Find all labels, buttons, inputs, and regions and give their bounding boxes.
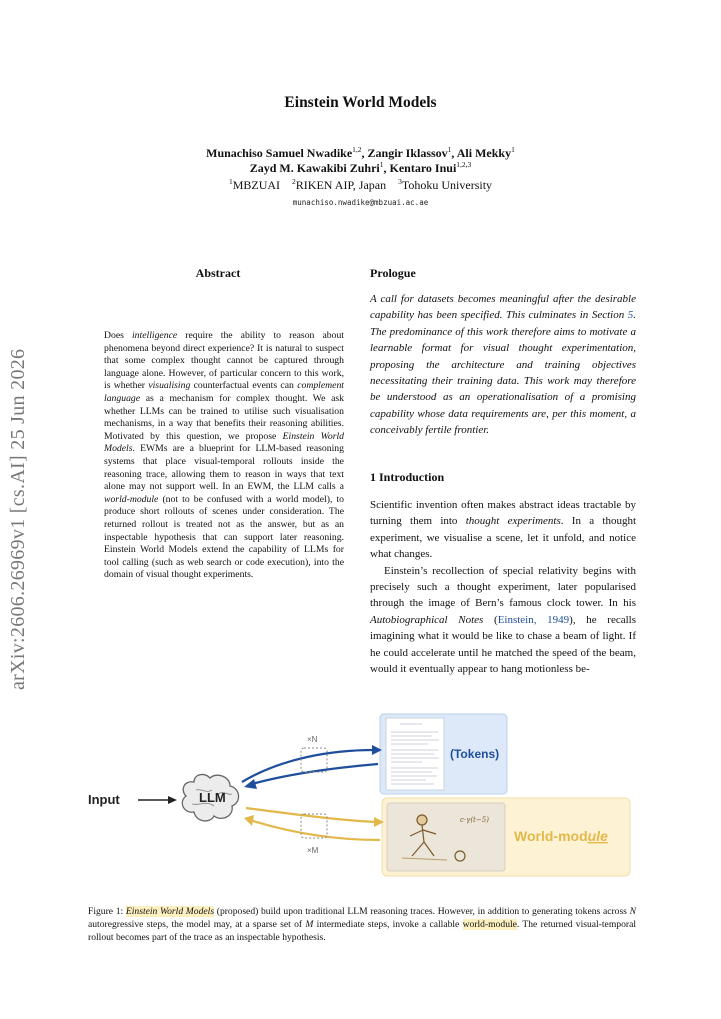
affiliation: RIKEN AIP, Japan [295, 178, 387, 192]
world-module-label-emph: ule [587, 828, 608, 844]
author-name: Munachiso Samuel Nwadike [206, 146, 353, 160]
author-affil-marker: 1,2 [352, 145, 362, 154]
caption-highlight: Einstein World Models [125, 906, 215, 917]
figure-1-diagram [82, 710, 642, 900]
arxiv-identifier-stamp: arXiv:2606.26969v1 [cs.AI] 25 Jun 2026 [7, 348, 29, 690]
contact-email[interactable]: munachiso.nwadike@mbzuai.ac.ae [292, 198, 429, 207]
affil-marker: 1 [228, 177, 233, 186]
world-module-label [514, 828, 608, 844]
abstract-heading: Abstract [195, 266, 241, 280]
author-name: Kentaro Inui [389, 161, 457, 175]
tokens-label: (Tokens) [450, 747, 500, 761]
world-call-arrow [246, 808, 376, 822]
author-name: Zayd M. Kawakibi Zuhri [249, 161, 380, 175]
prologue-text: A call for datasets becomes meaningful after the desirable capability has been specified. This culminates in Section 5. The predominance of this work therefore aims to motivate a learnable format for visual thought experimentation, proposing the architecture and training objectives necessitating their training data. This work may therefore be understood as an operationalisation of a promising capability whose data requirements are, per this moment, a conceivably fertile frontier. [370, 293, 636, 437]
token-loop-box [301, 748, 327, 772]
affil-marker: 2 [292, 177, 296, 186]
author-name: Zangir Iklassov [367, 146, 448, 160]
intro-paragraph: Scientific invention often makes abstract ideas tractable by turning them into thought experiments. In a thought experiment, we visualise a scene, let it unfold, and notice what changes. [370, 499, 636, 561]
world-formula: c·γ(t−5) [460, 816, 489, 824]
world-return-arrow-head [244, 815, 254, 826]
author-affil-marker: 1 [379, 160, 384, 169]
author-affil-marker: 1,2,3 [456, 160, 472, 169]
citation-link[interactable]: Einstein, 1949 [497, 613, 570, 626]
rollout-frame [387, 803, 505, 871]
author-list: Munachiso Samuel Nwadike$^{1,2}$, Zangir Iklassov$^1$, Ali Mekky$^1$ Zayd M. Kawakibi Zuhri$^1$, Kentaro Inui$^{1,2,3}$ [206, 145, 515, 175]
introduction-text [370, 497, 636, 677]
caption-highlight: world-module [462, 919, 517, 930]
world-loop-count: ×M [307, 846, 319, 855]
world-module-label-main: World-mod [514, 828, 588, 844]
affiliation: Tohoku University [401, 178, 493, 192]
paper-title: Einstein World Models [284, 94, 437, 111]
figure-1-caption: Figure 1: Einstein World Models (proposed) build upon traditional LLM reasoning traces. However, in addition to generating tokens across N autoregressive steps, the model may, at a sparse set of M intermediate steps, invoke a callable world-module. The returned visual-temporal rollout becomes part of the trace as an inspectable hypothesis. [88, 906, 637, 943]
introduction-heading: 1 Introduction [370, 470, 445, 484]
abstract-text: Does intelligence require the ability to reason about phenomena beyond direct experience? It is natural to suspect that some complex thought cannot be captured through language alone. However, of particular concern to this work, is whether visualising counterfactual events can complement language as a mechanism for complex thought. We ask whether LLMs can be trained to utilise such visualisation mechanisms, in a way that benefits their reasoning abilities. Motivated by this question, we propose Einstein World Models. EWMs are a blueprint for LLM-based reasoning systems that place visual-temporal rollouts inside the reasoning trace, allowing them to reason in ways that text alone may not support well. In an EWM, the LLM calls a world-module (not to be confused with a world model), to produce short rollouts of scenes under consideration. The returned rollout is treated not as the answer, but as an inspectable hypothesis that can support later reasoning. Einstein World Models extend the capability of LLMs for tool calling (such as web search or code execution), into the domain of visual thought experiments. [104, 330, 344, 581]
affiliations [0, 178, 721, 193]
world-return-arrow [250, 820, 380, 840]
affiliation: MBZUAI [232, 178, 281, 192]
affil-marker: 3 [398, 177, 402, 186]
author-name: Ali Mekky [456, 146, 512, 160]
intro-paragraph: Einstein’s recollection of special relativity begins with precisely such a thought experiment, later popularised through the image of Bern’s famous clock tower. In his Autobiographical Notes (Einstein, 1949), he recalls imagining what it would be like to chase a beam of light. If he could accelerate until he matched the speed of the beam, would it eventually appear to hang motionless be- [370, 564, 637, 676]
author-affil-marker: 1 [511, 145, 515, 154]
input-label: Input [88, 792, 120, 807]
input-arrow-head [168, 796, 177, 804]
section-link[interactable]: 5 [627, 309, 634, 322]
prologue-heading: Prologue [370, 266, 416, 280]
author-affil-marker: 1 [447, 145, 452, 154]
llm-label: LLM [199, 790, 226, 805]
token-loop-count: ×N [307, 735, 318, 744]
